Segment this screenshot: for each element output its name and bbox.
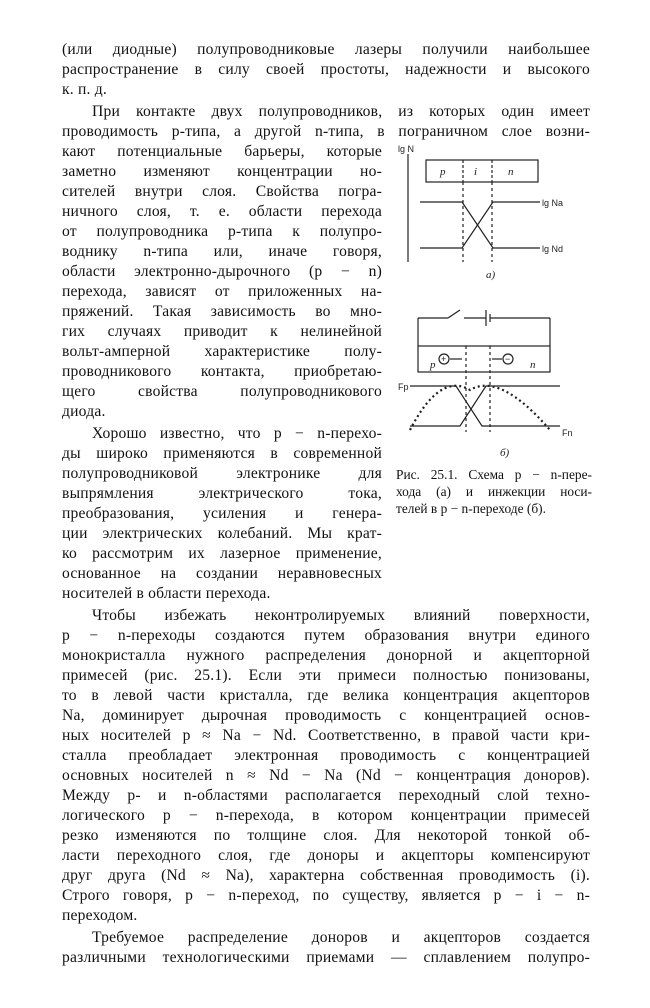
panel-b-label: б) [500,447,510,459]
text-line: друг друга (Nd ≈ Na), характерна собственная проводимость (i). [62,867,590,884]
text-line: сталла преобладает электронная проводимость с концентрацией [62,747,590,764]
region-i: i [474,166,478,178]
text-line: кают потенциальные барьеры, которые [62,143,382,160]
text-line: Na, доминирует дырочная проводимость с концентрацией основ- [62,707,590,724]
text-line: Между p- и n-областями располагается переходный слой техно- [62,787,590,804]
text-line: вольт-амперной характеристике полу- [62,343,382,360]
text-line: (или диодные) полупроводниковые лазеры получили наибольшее [62,41,590,58]
text-line: заметно изменяют концентрации но- [62,163,382,180]
donor-curve [420,202,540,248]
text-line: области электронно-дырочного (p − n) [62,263,382,280]
label-lg-nd: lg Nd [542,244,564,254]
electron-concentration-curve [410,386,560,426]
label-n-b: n [530,359,536,371]
figure-pn-junction [390,140,600,490]
text-line: перехода, зависят от приложенных на- [62,283,382,300]
text-line: p − n-переходы создаются путем образования внутри единого [62,627,590,644]
panel-b [410,310,560,432]
text-line: щего свойства полупроводникового [62,383,382,400]
text-line: примесей (рис. 25.1). Если эти примеси полностью понизованы, [62,667,590,684]
region-p: p [440,166,446,178]
figure-caption [396,466,592,517]
text-line: логического p − n-перехода, в котором концентрации примесей [62,807,590,824]
text-line: проводимость p-типа, а другой n-типа, в пограничном слое возни- [62,123,590,140]
label-p-b: p [430,359,436,371]
acceptor-curve [420,202,540,248]
carrier-minus: − [505,354,511,364]
caption-line: Рис. 25.1. Схема p − n-пере- [396,467,592,482]
label-fn: Fn [562,428,573,438]
text-line: пряжений. Такая зависимость во мно- [62,303,382,320]
label-lg-na: lg Na [542,198,564,208]
text-line: полупроводниковой электронике для [62,465,382,482]
text-line: к. п. д. [62,81,107,98]
label-fp: Fp [398,382,409,392]
text-line: монокристалла нужного распределения донорной и акцепторной [62,647,590,664]
text-line: распространение в силу своей простоты, надежности и высокого [62,61,590,78]
text-line: диода. [62,403,106,420]
text-line: ды широко применяются в современной [62,445,382,462]
caption-line: хода (а) и инжекции носи- [396,484,592,499]
text-line: ко рассмотрим их лазерное применение, [62,545,382,562]
hole-concentration-curve [410,386,560,426]
text-line: Хорошо известно, что p − n-перехо- [92,425,382,442]
text-line: от полупроводника p-типа к полупро- [62,223,382,240]
text-line: основанное на создании неравновесных [62,565,382,582]
text-line: выпрямления электрического тока, [62,485,382,502]
text-line: При контакте двух полупроводников, из которых один имеет [92,103,590,120]
figure-diagram [390,140,600,490]
text-line: переходом. [62,907,138,924]
text-line: гих случаях приводит к нелинейной [62,323,382,340]
text-line: основных носителей n ≈ Nd − Na (Nd − концентрация доноров). [62,767,590,784]
text-line: ции электрических колебаний. Мы крат- [62,525,382,542]
text-line: воднику n-типа или, иначе говоря, [62,243,382,260]
text-line: ничного слоя, т. е. области перехода [62,203,382,220]
text-line: резко изменяются по толщине слоя. Для некоторой тонкой об- [62,827,590,844]
text-line: ласти переходного слоя, где доноры и акцепторы компенсируют [62,847,590,864]
carrier-plus: + [441,354,447,364]
caption-line: телей в p − n-переходе (б). [396,501,546,516]
text-line: Требуемое распределение доноров и акцепторов создается [92,929,590,946]
text-line: ных носителей p ≈ Na − Nd. Соответственно, в правой части кри- [62,727,590,744]
text-line: преобразования, усиления и генера- [62,505,382,522]
text-line: сителей внутри слоя. Свойства погра- [62,183,382,200]
text-line: Чтобы избежать неконтролируемых влияний поверхности, [92,607,590,624]
text-line: проводникового контакта, приобретаю- [62,363,382,380]
text-line: Строго говоря, p − n-переход, по существу, является p − i − n- [62,887,590,904]
text-line: различными технологическими приемами — сплавлением полупро- [62,949,590,966]
panel-a-label: а) [486,269,496,281]
region-n: n [508,166,514,178]
text-line: то в левой части кристалла, где велика концентрация акцепторов [62,687,590,704]
axis-label: lg N [398,144,415,154]
text-line: носителей в области перехода. [62,585,271,602]
